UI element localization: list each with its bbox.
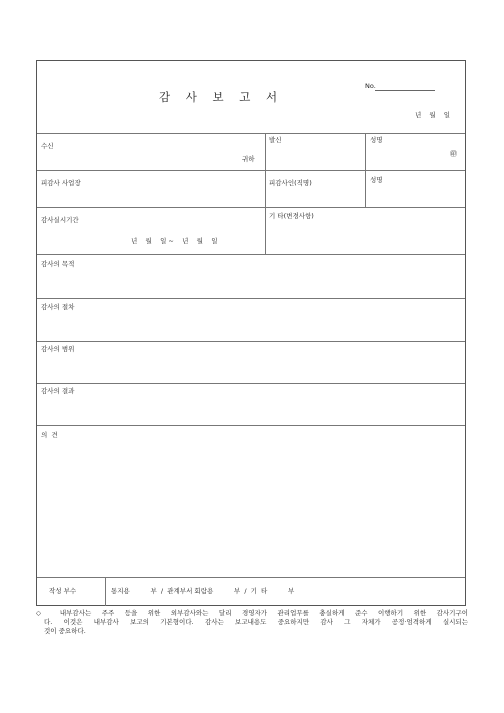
copies-label: 작성 부수: [49, 587, 77, 595]
seal-mark: ㊞: [450, 150, 457, 158]
footnote-line-3: 것이 중요하다.: [44, 627, 86, 636]
rule-result: [37, 425, 465, 426]
footnote: [36, 609, 468, 637]
rule-opinion: [37, 577, 465, 578]
footnote-line-2: 다. 이것은 내부감사 보고의 기본형이다. 감사는 보고내용도 중요하지만 감사 그 자체가 공정·엄격하게 실시되는: [44, 618, 468, 627]
divider-footer: [105, 577, 106, 606]
rule-purpose: [37, 298, 465, 299]
section-procedure-label: 감사의 절차: [41, 303, 75, 311]
honorific-label: 귀하: [242, 155, 255, 163]
auditee-person-label: 피감사인(직명): [269, 179, 312, 187]
rule-recipient: [37, 170, 465, 171]
section-opinion-label: 의 견: [41, 431, 58, 439]
audit-period-label: 감사실시기간: [41, 216, 79, 224]
rule-auditee: [37, 207, 465, 208]
page-title: 감 사 보 고 서: [159, 90, 284, 104]
report-number-label: No.: [365, 82, 376, 90]
section-purpose-label: 감사의 목적: [41, 260, 75, 268]
audit-period-value: 년 월 일 ~ 년 월 일: [131, 237, 218, 245]
report-number-field[interactable]: [375, 90, 435, 91]
sender-name-label: 성명: [370, 136, 383, 144]
rule-header: [37, 133, 465, 134]
divider-name-2: [365, 170, 366, 207]
sender-label: 발신: [269, 136, 282, 144]
distribution-copies: 통지용 부 / 관계부서 회람용 부 / 기 타 부: [111, 587, 295, 595]
section-scope-label: 감사의 범위: [41, 345, 75, 353]
divider-center: [265, 133, 266, 254]
recipient-label: 수신: [41, 142, 54, 150]
report-date-label: 년 월 일: [415, 111, 450, 119]
rule-procedure: [37, 341, 465, 342]
auditee-business-label: 피감사 사업장: [41, 179, 81, 187]
section-result-label: 감사의 결과: [41, 387, 75, 395]
divider-name-1: [365, 133, 366, 170]
auditee-name-label: 성명: [370, 176, 383, 184]
audit-report-form: [36, 60, 466, 606]
footnote-line-1: ◇ 내부감사는 주주 등을 위한 외부감사와는 달리 경영자가 관리업무를 충실하게 준수 이행하기 위한 감사기구이: [36, 609, 468, 617]
other-changes-label: 기 타(변경사항): [269, 212, 314, 220]
rule-period: [37, 254, 465, 255]
rule-scope: [37, 383, 465, 384]
